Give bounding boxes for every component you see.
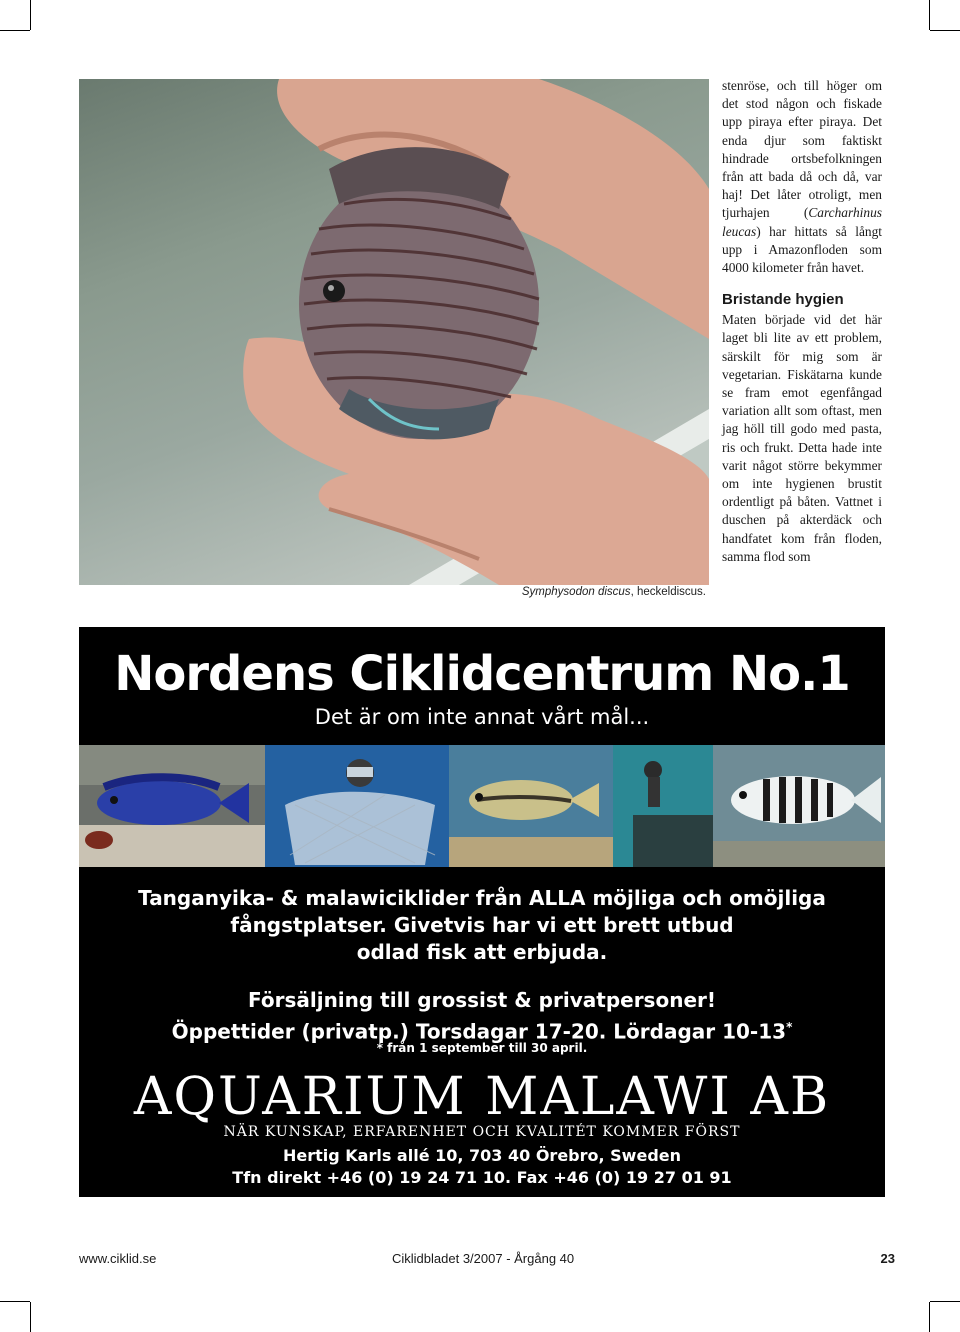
ad-footnote: * från 1 september till 30 april. bbox=[376, 1041, 588, 1055]
ad-photo-strip bbox=[79, 745, 885, 867]
crop-mark bbox=[930, 1301, 960, 1302]
footer-website: www.ciklid.se bbox=[79, 1251, 157, 1266]
crop-mark bbox=[929, 0, 930, 30]
article-paragraph: Maten började vid det här laget bli lite av ett problem, särskilt för mig som är vegetarian. Fiskätarna kunde se fram emot egenfångad variation allt som oftast, men jag höll till godo med pasta, ris och frukt. Detta hade inte varit något större bekymmer om inte hygienen brustit ordentligt på båten. Vattnet i duschen på akterdäck och handfatet kom från floden, samma flod som bbox=[722, 312, 882, 564]
crop-mark bbox=[929, 1302, 930, 1332]
page-number: 23 bbox=[880, 1251, 895, 1266]
photo-diver-net bbox=[265, 745, 449, 867]
ad-phone: Tfn direkt +46 (0) 19 24 71 10. Fax +46 (0) 19 27 01 91 bbox=[232, 1168, 732, 1187]
ad-text-line: odlad fisk att erbjuda. bbox=[356, 940, 608, 964]
photo-zebra-cichlid bbox=[713, 745, 885, 867]
paragraph-text: ) har hittats så långt upp i Amazonfloden som 4000 kilometer från havet. bbox=[722, 223, 882, 276]
discus-illustration bbox=[79, 79, 709, 585]
crop-mark bbox=[930, 30, 960, 31]
photo-striped-cichlid bbox=[449, 745, 613, 867]
paragraph-text: stenröse, och till höger om det stod någon och fiskade upp piraya efter piraya. Det enda djur som faktiskt hindrade ortsbefolkningen från att bada då och då, var haj! Det låter otroligt, men tjurhajen ( bbox=[722, 78, 882, 221]
photo-diver-wreck bbox=[613, 745, 713, 867]
brand-name: AQUARIUM MALAWI AB bbox=[133, 1067, 831, 1127]
crop-mark bbox=[30, 1302, 31, 1332]
article-column bbox=[722, 77, 882, 566]
crop-mark bbox=[30, 0, 31, 30]
section-heading: Bristande hygien bbox=[722, 291, 844, 309]
species-name: Carcharhinus leucas bbox=[722, 205, 882, 239]
discus-photo bbox=[79, 79, 709, 585]
caption-rest: , heckeldiscus. bbox=[630, 586, 706, 598]
ad-text-line: Tanganyika- & malawiciklider från ALLA möjliga och omöjliga bbox=[138, 886, 826, 910]
opening-hours-text: Öppettider (privatp.) Torsdagar 17-20. Lördagar 10-13 bbox=[171, 1019, 787, 1044]
crop-mark bbox=[0, 1301, 30, 1302]
footer-issue: Ciklidbladet 3/2007 - Årgång 40 bbox=[392, 1251, 575, 1266]
brand-tagline: NÄR KUNSKAP, ERFARENHET OCH KVALITÉT KOMMER FÖRST bbox=[223, 1124, 741, 1140]
caption-species: Symphysodon discus bbox=[521, 586, 631, 598]
crop-mark bbox=[0, 30, 30, 31]
ad-text-line: fångstplatser. Givetvis har vi ett brett utbud bbox=[230, 913, 734, 937]
photo-blue-cichlid bbox=[79, 745, 265, 867]
ad-address: Hertig Karls allé 10, 703 40 Örebro, Sweden bbox=[282, 1146, 682, 1165]
photo-caption bbox=[522, 586, 706, 598]
article-paragraph bbox=[722, 77, 882, 277]
ad-text-line: Försäljning till grossist & privatpersoner! bbox=[248, 988, 716, 1012]
asterisk: * bbox=[786, 1020, 793, 1034]
ad-title: Nordens Ciklidcentrum No.1 bbox=[114, 646, 850, 702]
ad-subtitle: Det är om inte annat vårt mål... bbox=[314, 705, 650, 729]
advertisement bbox=[79, 627, 885, 1197]
